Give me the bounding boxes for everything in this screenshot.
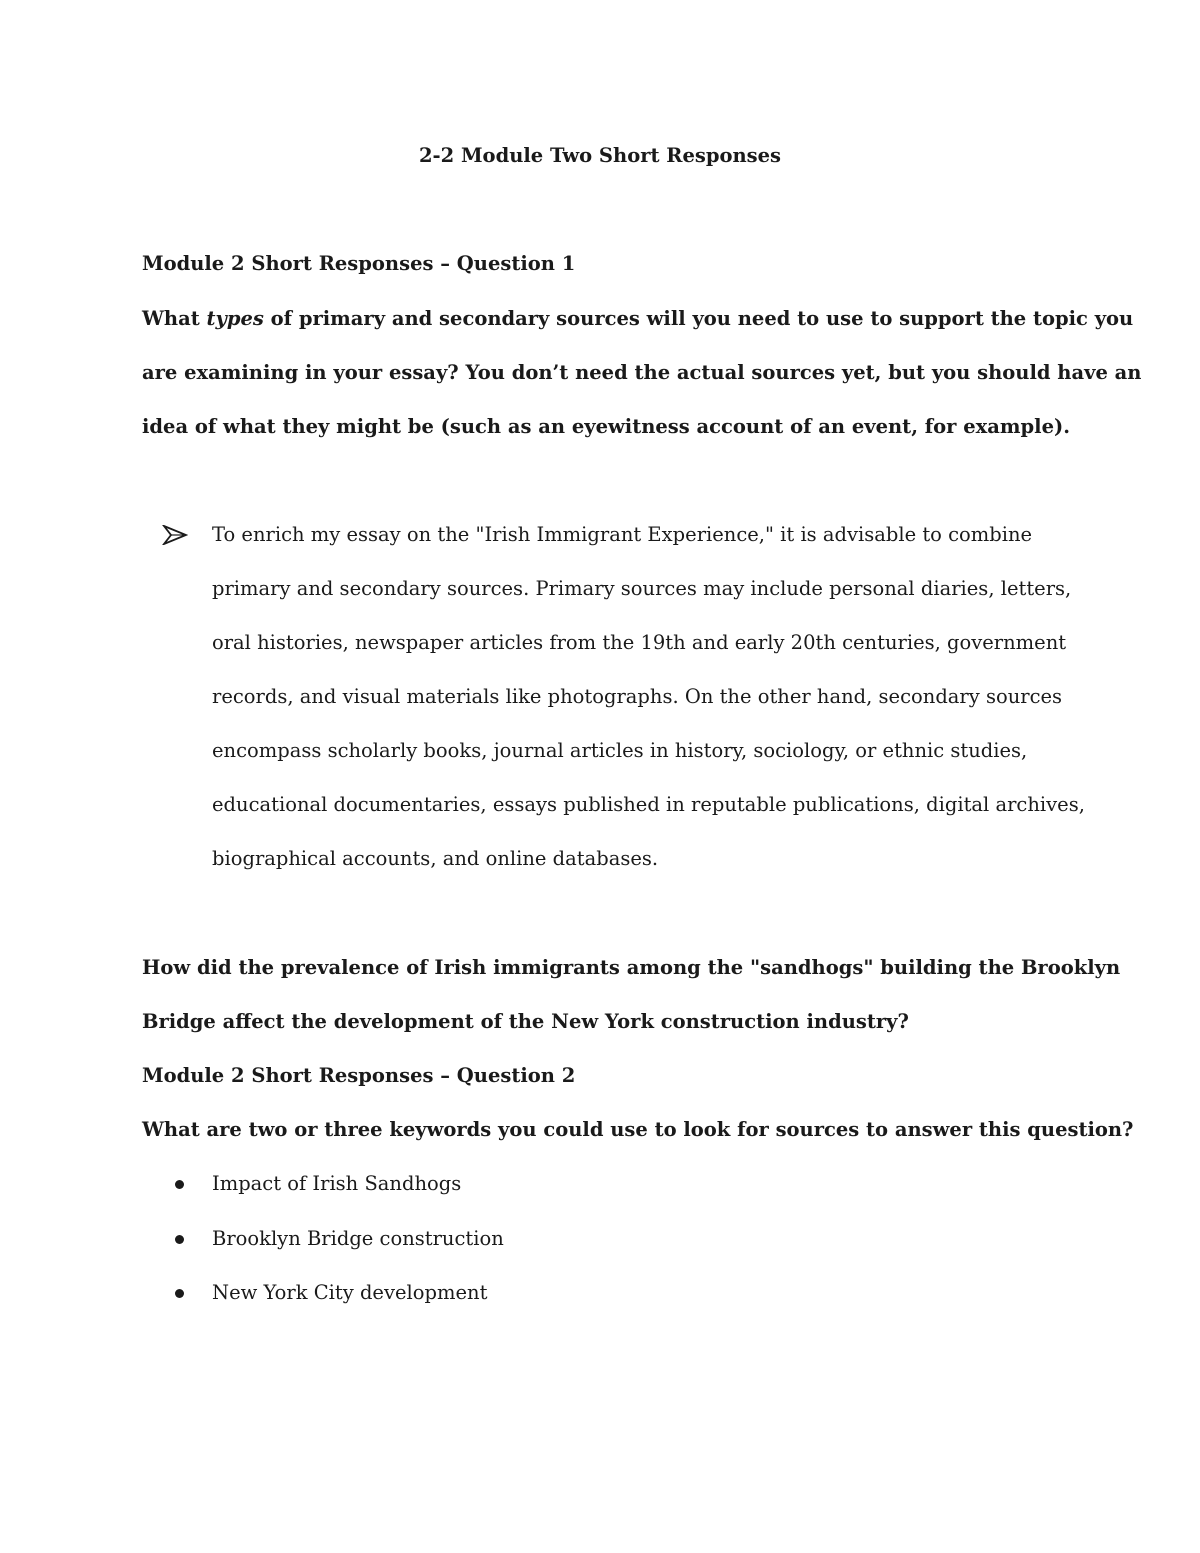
list-item <box>162 1157 504 1212</box>
answer-line: primary and secondary sources. Primary sources may include personal diaries, letters, <box>212 577 1072 600</box>
keyword-text: New York City development <box>212 1281 488 1304</box>
bullet-icon <box>175 1235 184 1244</box>
answer-line: To enrich my essay on the "Irish Immigrant Experience," it is advisable to combine <box>212 523 1033 546</box>
question-2-prompt: What are two or three keywords you could use to look for sources to answer this question? <box>142 1118 1134 1141</box>
research-question-line-1: How did the prevalence of Irish immigrants among the "sandhogs" building the Brooklyn <box>142 956 1121 979</box>
answer-line: biographical accounts, and online databases. <box>212 847 659 870</box>
bullet-icon <box>175 1180 184 1189</box>
keyword-text: Brooklyn Bridge construction <box>212 1226 504 1250</box>
question-1-line-2: are examining in your essay? You don’t need the actual sources yet, but you should have an <box>142 361 1142 384</box>
answer-line: records, and visual materials like photographs. On the other hand, secondary sources <box>212 685 1063 708</box>
question-1-answer-list <box>162 508 1085 886</box>
question-1-line-1-start: What <box>142 307 207 330</box>
answer-line: encompass scholarly books, journal articles in history, sociology, or ethnic studies, <box>212 739 1028 762</box>
document-title: 2-2 Module Two Short Responses <box>418 144 782 167</box>
question-1-prompt <box>142 292 1142 454</box>
answer-line: educational documentaries, essays published in reputable publications, digital archives, <box>212 793 1085 816</box>
bullet-icon <box>175 1289 184 1298</box>
keyword-list <box>162 1157 504 1321</box>
keyword-text: Impact of Irish Sandhogs <box>212 1172 462 1195</box>
question-1-answer <box>162 508 1085 886</box>
question-1-heading: Module 2 Short Responses – Question 1 <box>142 252 576 275</box>
question-1-line-1 <box>142 292 1134 346</box>
question-1-emphasis: types <box>206 307 264 330</box>
question-2-heading: Module 2 Short Responses – Question 2 <box>142 1064 576 1087</box>
list-item <box>162 1266 504 1321</box>
research-question <box>142 941 1121 1049</box>
answer-line: oral histories, newspaper articles from the 19th and early 20th centuries, government <box>212 631 1067 654</box>
question-1-line-3: idea of what they might be (such as an eyewitness account of an event, for example). <box>142 415 1070 438</box>
question-1-line-1-end: of primary and secondary sources will you need to use to support the topic you <box>263 307 1134 330</box>
arrowhead-bullet-icon <box>162 525 188 545</box>
research-question-line-2: Bridge affect the development of the New York construction industry? <box>142 1010 909 1033</box>
list-item <box>162 1212 504 1267</box>
